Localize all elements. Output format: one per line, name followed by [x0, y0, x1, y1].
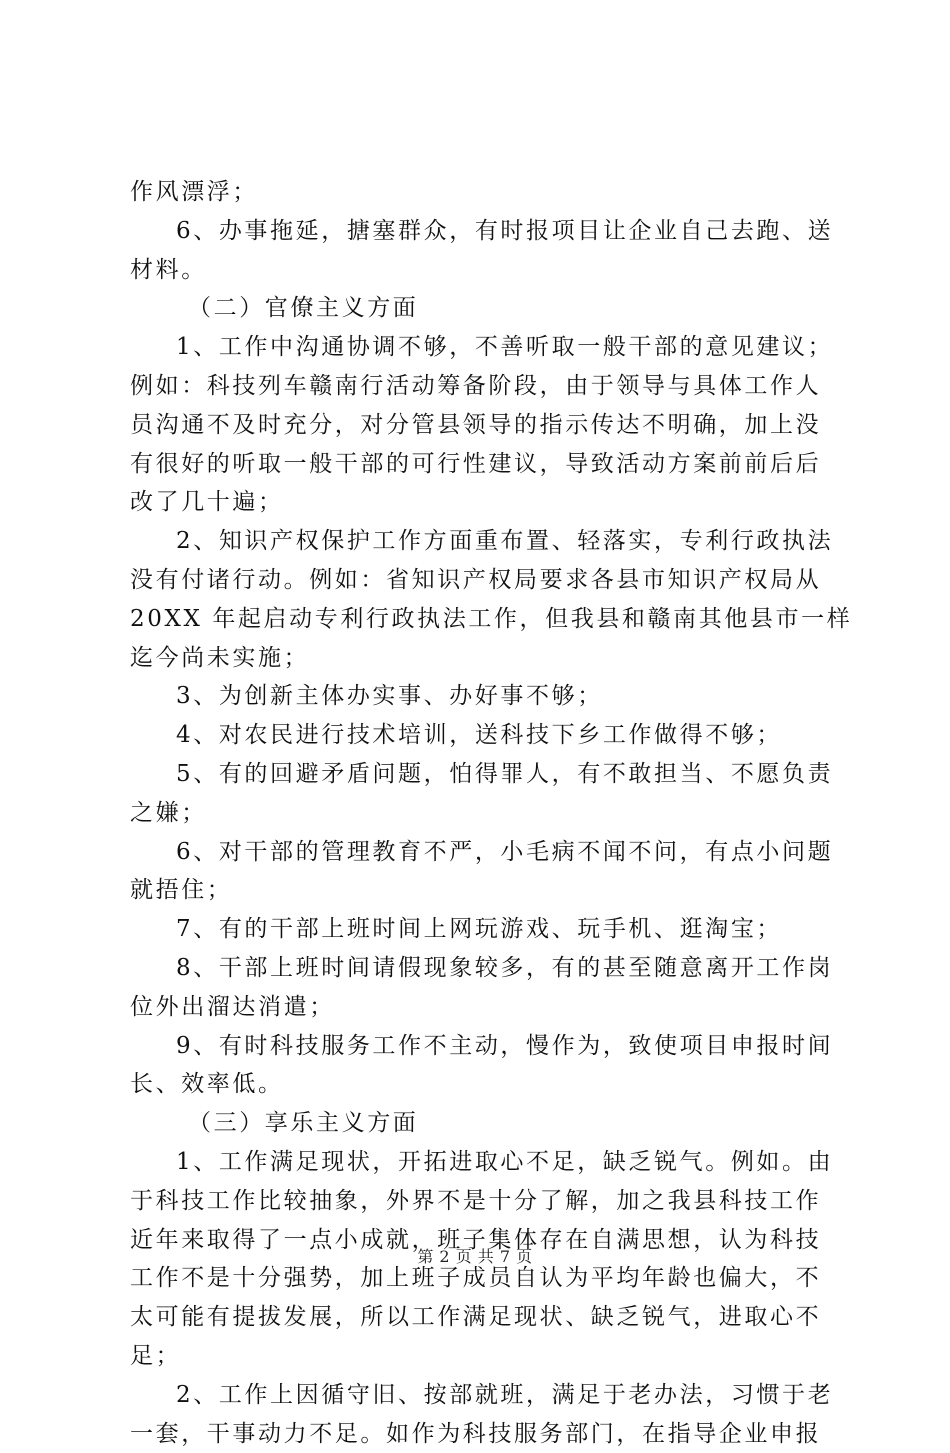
text-line: 例如：科技列车赣南行活动筹备阶段，由于领导与具体工作人 — [130, 367, 830, 406]
text-line: 之嫌； — [130, 794, 830, 833]
text-line: 4、对农民进行技术培训，送科技下乡工作做得不够； — [130, 716, 830, 755]
text-line: 8、干部上班时间请假现象较多，有的甚至随意离开工作岗 — [130, 949, 830, 988]
text-line: 有很好的听取一般干部的可行性建议，导致活动方案前前后后 — [130, 445, 830, 484]
text-line: 6、办事拖延，搪塞群众，有时报项目让企业自己去跑、送 — [130, 212, 830, 251]
text-line: 位外出溜达消遣； — [130, 988, 830, 1027]
text-line: 于科技工作比较抽象，外界不是十分了解，加之我县科技工作 — [130, 1182, 830, 1221]
text-line: 没有付诸行动。例如：省知识产权局要求各县市知识产权局从 — [130, 561, 830, 600]
text-line: 6、对干部的管理教育不严，小毛病不闻不问，有点小问题 — [130, 833, 830, 872]
text-line: 7、有的干部上班时间上网玩游戏、玩手机、逛淘宝； — [130, 910, 830, 949]
text-line: 2、知识产权保护工作方面重布置、轻落实，专利行政执法 — [130, 522, 830, 561]
text-line: 1、工作满足现状，开拓进取心不足，缺乏锐气。例如。由 — [130, 1143, 830, 1182]
text-line: 20XX 年起启动专利行政执法工作，但我县和赣南其他县市一样 — [130, 600, 830, 639]
page-footer: 第 2 页 共 7 页 — [0, 1244, 950, 1267]
text-line: 5、有的回避矛盾问题，怕得罪人，有不敢担当、不愿负责 — [130, 755, 830, 794]
text-line: 工作不是十分强势，加上班子成员自认为平均年龄也偏大，不 — [130, 1259, 830, 1298]
text-line: 1、工作中沟通协调不够，不善听取一般干部的意见建议； — [130, 328, 830, 367]
text-line: 迄今尚未实施； — [130, 639, 830, 678]
section-heading: （三）享乐主义方面 — [130, 1104, 830, 1143]
text-line: 近年来取得了一点小成就，班子集体存在自满思想，认为科技 — [130, 1221, 830, 1260]
text-line: 材料。 — [130, 251, 830, 290]
text-line: 2、工作上因循守旧、按部就班，满足于老办法，习惯于老 — [130, 1376, 830, 1415]
text-line: 太可能有提拔发展，所以工作满足现状、缺乏锐气，进取心不 — [130, 1298, 830, 1337]
text-line: 9、有时科技服务工作不主动，慢作为，致使项目申报时间 — [130, 1027, 830, 1066]
text-line: 就捂住； — [130, 871, 830, 910]
text-line: 长、效率低。 — [130, 1065, 830, 1104]
section-heading: （二）官僚主义方面 — [130, 289, 830, 328]
text-line: 员沟通不及时充分，对分管县领导的指示传达不明确，加上没 — [130, 406, 830, 445]
text-line: 改了几十遍； — [130, 483, 830, 522]
text-line: 作风漂浮； — [130, 173, 830, 212]
text-line: 一套，干事动力不足。如作为科技服务部门，在指导企业申报 — [130, 1415, 830, 1453]
text-line: 3、为创新主体办实事、办好事不够； — [130, 677, 830, 716]
text-line: 足； — [130, 1337, 830, 1376]
